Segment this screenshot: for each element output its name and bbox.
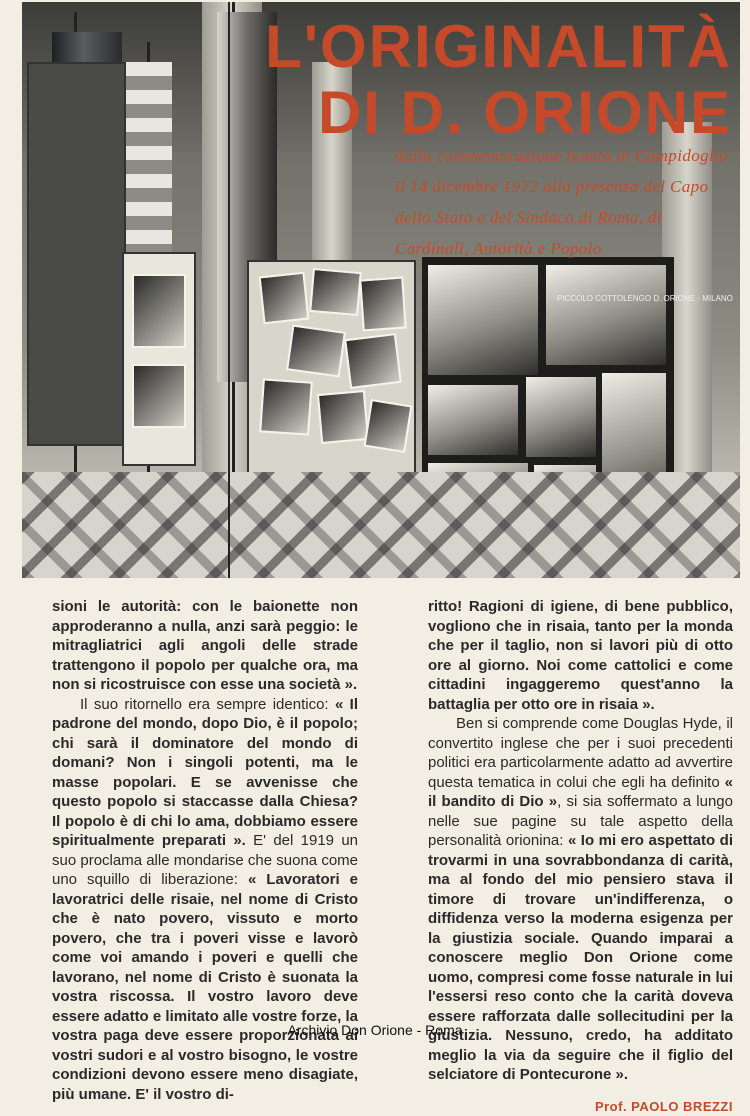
photo-floor <box>22 472 740 578</box>
paragraph-text: Il suo ritornello era sempre identico: <box>80 696 335 713</box>
display-board-left <box>27 62 126 446</box>
paragraph: sioni le autorità: con le baionette non approderanno a nulla, anzi sarà peggio: le mitragliatrici agli angoli delle strade trattengono il popolo per qualche ora, ma non si ricostruisce con esse una società ». <box>52 597 358 695</box>
text-column-right <box>428 597 733 1116</box>
paragraph <box>52 695 358 1105</box>
quote: « Il padrone del mondo, dopo Dio, è il popolo; chi sarà il dominatore del mondo di domani? Non i singoli potenti, ma le masse popolari. E se avvenisse che questo popolo si staccasse dalla Chiesa? Il popolo è di chi lo ama, dobbiamo essere spiritualmente preparati ». <box>52 696 358 850</box>
author-signature: Prof. PAOLO BREZZI <box>428 1097 733 1116</box>
paragraph-text: Ben si comprende come Douglas Hyde, il convertito inglese che per i suoi precedenti politici era particolarmente adatto ad avvertire questa tematica in colui che egli ha definito <box>428 715 733 791</box>
quote: « Lavoratori e lavoratrici delle risaie, nel nome di Cristo che è nato povero, vissuto e morto povero, che tra i poveri visse e lavorò come voi amando i poveri e quelli che lavorano, nel nome di Cristo è suonata la vostra riscossa. Il vostro lavoro deve essere adatto e limitato alle vostre forze, la vostra paga deve essere proporzionata ai vostri sudori e al vostro bisogno, le vostre condizioni devono essere meno disagiate, più umane. E' il vostro di- <box>52 871 358 1103</box>
photo-collage-panel <box>247 260 416 479</box>
paragraph-text: E' del 1919 un suo proclama alle mondarise che suona come uno squillo di liberazione: <box>52 832 358 888</box>
page-gutter-line <box>228 2 230 578</box>
quote: « Io mi ero aspettato di trovarmi in una sovrabbondanza di carità, ma al fondo del mio pensiero stava il timore di trovare un'indifferenza, o diffidenza verso la moderna esigenza per la giustizia sociale. Quando imparai a conoscere meglio Don Orione come uomo, compresi come fosse naturale in lui l'essersi reso conto che la carità doveva essere rafforzata dalle sollecitudini per la giustizia. Nessuno, credo, ha additato meglio la via da seguire che il figlio del selciatore di Pontecurone ». <box>428 832 733 1083</box>
display-board <box>122 252 196 466</box>
quote: « il bandito di Dio » <box>428 774 733 811</box>
article-title <box>265 14 732 146</box>
paragraph: ritto! Ragioni di igiene, di bene pubblico, vogliono che in risaia, tanto per la monda che per il taglio, non si lavori più di otto ore al giorno. Noi come cattolici e come cittadini ingaggeremo quest'anno la battaglia per otto ore in risaia ». <box>428 597 733 714</box>
archive-footer: Archivio Don Orione - Roma <box>0 1022 750 1038</box>
title-line-2: DI D. ORIONE <box>265 80 732 146</box>
article-subtitle: dalla commemorazione tenuta in Campidoglio il 14 dicembre 1972 alla presenza del Capo dello Stato e del Sindaco di Roma, di Cardinali, Autorità e Popolo <box>395 140 735 264</box>
panel-caption: PICCOLO COTTOLENGO D. ORIONE - MILANO <box>557 294 687 310</box>
title-line-1: L'ORIGINALITÀ <box>265 14 732 80</box>
paragraph-text: , si sia soffermato a lungo nelle sue pagine su tale aspetto della personalità orionina: <box>428 793 733 849</box>
